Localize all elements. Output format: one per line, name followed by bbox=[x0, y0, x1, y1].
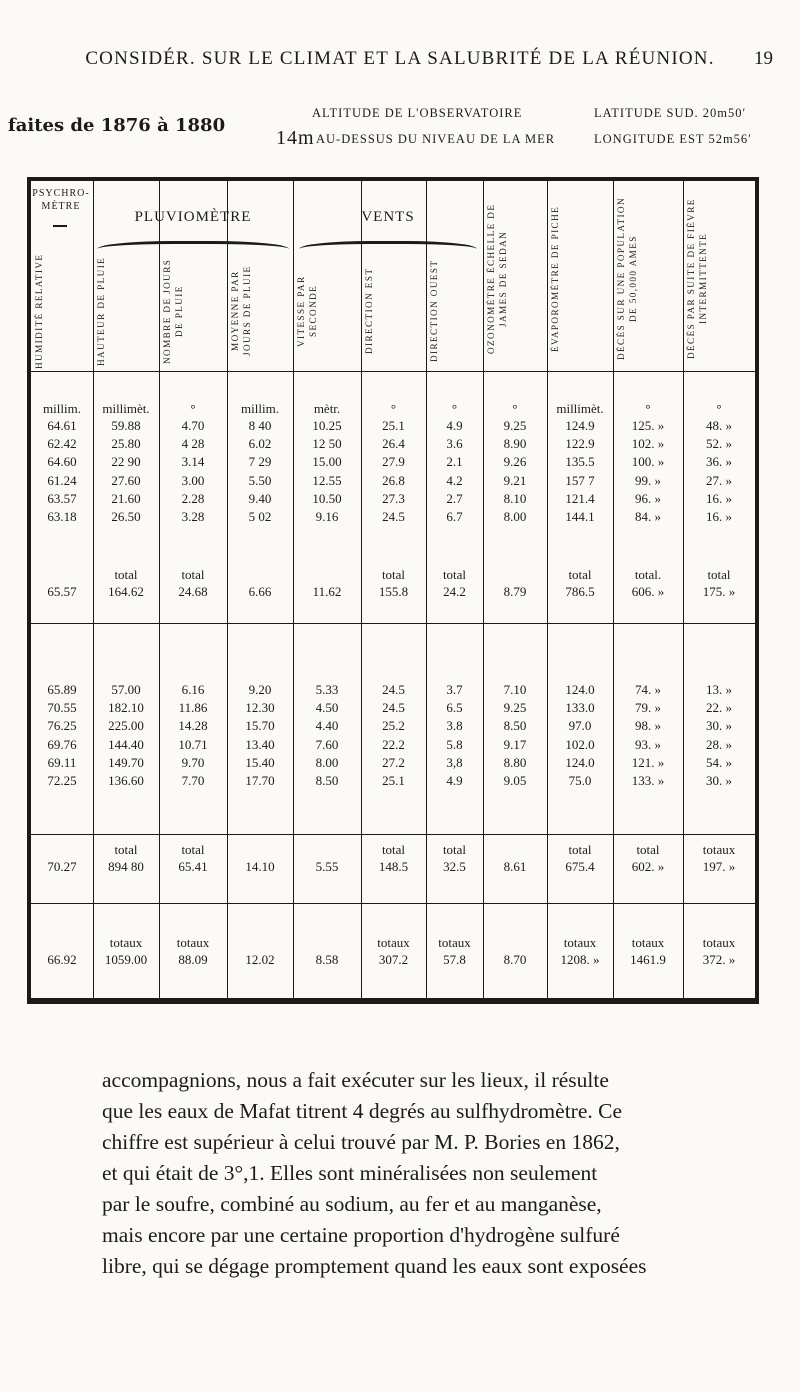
table-cell: 3.6 bbox=[446, 436, 463, 452]
data-column bbox=[227, 417, 293, 526]
table-cell: 121. » bbox=[631, 754, 665, 770]
table-cell: 26.8 bbox=[382, 472, 405, 488]
table-cell: 93. » bbox=[635, 736, 661, 752]
table-cell: 48. » bbox=[706, 418, 732, 433]
header-9: DÉCÈS SUR UNE POPULATION DE 50,000 AMES bbox=[616, 197, 638, 360]
table-cell: 121.4 bbox=[565, 490, 595, 506]
table-cell: 74. » bbox=[635, 682, 661, 697]
total-value: 14.10 bbox=[245, 859, 275, 874]
data-column bbox=[361, 417, 426, 526]
data-column bbox=[227, 681, 293, 790]
table-cell: 59.88 bbox=[111, 418, 141, 433]
table-cell: 4.40 bbox=[315, 718, 339, 734]
table-cell: 75.0 bbox=[568, 772, 592, 788]
table-cell: 122.9 bbox=[565, 436, 595, 452]
unit-label: millimèt. bbox=[102, 401, 150, 416]
table-cell: 9.70 bbox=[181, 754, 205, 770]
prose-line: accompagnions, nous a fait exécuter sur les lieux, il résulte bbox=[102, 1068, 609, 1092]
prose-line: chiffre est supérieur à celui trouvé par M. P. Bories en 1862, bbox=[102, 1130, 620, 1154]
total-value: 786.5 bbox=[565, 584, 595, 599]
table-cell: 133. » bbox=[631, 772, 665, 788]
data-column bbox=[31, 681, 93, 790]
total-value: 65.41 bbox=[178, 859, 208, 874]
data-column bbox=[613, 681, 683, 790]
data-column bbox=[547, 681, 613, 790]
table-cell: 27. » bbox=[706, 472, 732, 488]
table-cell: 30. » bbox=[706, 718, 732, 734]
table-cell: 15.00 bbox=[312, 454, 342, 470]
table-cell: 17.70 bbox=[245, 772, 275, 788]
table-cell: 26.50 bbox=[111, 508, 141, 524]
header-4: VITESSE PAR SECONDE bbox=[296, 275, 318, 347]
table-cell: 84. » bbox=[635, 508, 661, 524]
total-label: total bbox=[114, 567, 138, 582]
table-cell: 15.70 bbox=[245, 718, 275, 734]
data-column bbox=[159, 417, 227, 526]
header-7: OZONOMÈTRE ÉCHELLE DE JAMES DE SEDAN bbox=[486, 203, 508, 354]
table-cell: 8.50 bbox=[315, 772, 339, 788]
table-cell: 24.5 bbox=[382, 508, 405, 524]
total-value: 197. » bbox=[702, 859, 736, 874]
total-label: total bbox=[568, 567, 592, 582]
table-cell: 6.02 bbox=[248, 436, 272, 452]
table-cell: 98. » bbox=[635, 718, 661, 734]
table-cell: 64.61 bbox=[47, 418, 77, 433]
total-value: 8.61 bbox=[503, 859, 527, 874]
table-cell: 124.0 bbox=[565, 754, 595, 770]
table-cell: 144.40 bbox=[108, 736, 144, 752]
total-label: total bbox=[114, 842, 138, 857]
table-cell: 99. » bbox=[635, 472, 661, 488]
table-cell: 22 90 bbox=[111, 454, 141, 470]
data-column bbox=[293, 681, 361, 790]
table-cell: 36. » bbox=[706, 454, 732, 470]
table-cell: 5.50 bbox=[248, 472, 272, 488]
prose-line: et qui était de 3°,1. Elles sont minéralisées non seulement bbox=[102, 1161, 598, 1185]
header-0: HUMIDITÉ RELATIVE bbox=[34, 253, 44, 369]
total-label: total bbox=[381, 567, 406, 582]
table-cell: 157 7 bbox=[565, 472, 595, 488]
data-column bbox=[93, 417, 159, 526]
total-label: total bbox=[181, 567, 205, 582]
data-column bbox=[683, 417, 755, 526]
table-cell: 2.28 bbox=[181, 490, 205, 506]
table-cell: 27.2 bbox=[382, 754, 405, 770]
table-cell: 182.10 bbox=[108, 700, 144, 716]
climate-table bbox=[27, 177, 759, 1004]
unit-label: ° bbox=[390, 401, 397, 416]
table-cell: 69.76 bbox=[47, 736, 77, 752]
total-value: 5.55 bbox=[315, 859, 339, 874]
total-value: 175. » bbox=[702, 584, 736, 599]
data-column bbox=[483, 681, 547, 790]
table-cell: 2.7 bbox=[446, 490, 463, 506]
table-cell: 96. » bbox=[635, 490, 661, 506]
table-cell: 5.33 bbox=[315, 682, 339, 697]
table-cell: 149.70 bbox=[108, 754, 144, 770]
total-label: totaux bbox=[702, 935, 736, 950]
table-cell: 3.28 bbox=[181, 508, 205, 524]
running-header: CONSIDÉR. SUR LE CLIMAT ET LA SALUBRITÉ DE LA RÉUNION. bbox=[85, 48, 715, 69]
table-cell: 3,8 bbox=[446, 754, 463, 770]
table-cell: 102.0 bbox=[565, 736, 595, 752]
table-cell: 24.5 bbox=[382, 682, 405, 697]
total-value: 164.62 bbox=[108, 584, 144, 599]
header-6: DIRECTION OUEST bbox=[429, 259, 439, 363]
table-cell: 9.25 bbox=[503, 700, 527, 716]
total-label: total bbox=[568, 842, 592, 857]
table-cell: 125. » bbox=[631, 418, 665, 433]
table-cell: 16. » bbox=[706, 508, 732, 524]
table-cell: 3.8 bbox=[446, 718, 463, 734]
total-value: 894 80 bbox=[108, 859, 144, 874]
total-value: 12.02 bbox=[245, 952, 275, 967]
table-cell: 63.57 bbox=[47, 490, 77, 506]
total-value: 8.79 bbox=[503, 584, 527, 599]
table-cell: 6.7 bbox=[446, 508, 463, 524]
table-cell: 3.00 bbox=[181, 472, 205, 488]
table-cell: 79. » bbox=[635, 700, 661, 716]
table-cell: 9.20 bbox=[248, 682, 272, 697]
unit-label: mètr. bbox=[313, 401, 341, 416]
header-1: HAUTEUR DE PLUIE bbox=[96, 256, 106, 366]
total-value: 70.27 bbox=[47, 859, 77, 874]
total-value: 1461.9 bbox=[630, 952, 666, 967]
table-cell: 22. » bbox=[706, 700, 732, 716]
table-cell: 2.1 bbox=[446, 454, 463, 470]
table-cell: 25.1 bbox=[382, 418, 405, 433]
total-value: 372. » bbox=[702, 952, 736, 967]
table-cell: 9.17 bbox=[503, 736, 527, 752]
altitude-note: AU-DESSUS DU NIVEAU DE LA MER bbox=[316, 132, 556, 146]
row-separator bbox=[31, 834, 755, 835]
table-cell: 26.4 bbox=[382, 436, 405, 452]
table-cell: 13.40 bbox=[245, 736, 275, 752]
table-cell: 7.10 bbox=[503, 682, 527, 697]
table-cell: 144.1 bbox=[565, 508, 595, 524]
table-cell: 65.89 bbox=[47, 682, 77, 697]
table-cell: 12 50 bbox=[312, 436, 342, 452]
table-cell: 21.60 bbox=[111, 490, 141, 506]
table-cell: 97.0 bbox=[568, 718, 592, 734]
table-cell: 7 29 bbox=[248, 454, 272, 470]
table-cell: 7.60 bbox=[315, 736, 339, 752]
prose-line: par le soufre, combiné au sodium, au fer et au manganèse, bbox=[102, 1192, 602, 1216]
total-value: 24.2 bbox=[443, 584, 466, 599]
table-cell: 3.14 bbox=[181, 454, 205, 470]
table-cell: 72.25 bbox=[47, 772, 77, 788]
unit-label: ° bbox=[512, 401, 518, 416]
total-label: totaux bbox=[109, 935, 143, 950]
data-column bbox=[293, 417, 361, 526]
total-value: 24.68 bbox=[178, 584, 208, 599]
table-cell: 5.8 bbox=[446, 736, 463, 752]
table-cell: 54. » bbox=[706, 754, 732, 770]
table-cell: 13. » bbox=[706, 682, 732, 697]
data-column bbox=[361, 681, 426, 790]
period-caption: faites de 1876 à 1880 bbox=[8, 115, 226, 136]
table-cell: 124.0 bbox=[565, 682, 595, 697]
table-cell: 100. » bbox=[631, 454, 665, 470]
table-cell: 14.28 bbox=[178, 718, 208, 734]
data-column bbox=[547, 417, 613, 526]
table-cell: 9.26 bbox=[503, 454, 527, 470]
group-psychrometre: PSYCHRO-MÈTRE bbox=[32, 188, 90, 212]
table-cell: 9.21 bbox=[503, 472, 527, 488]
table-cell: 9.25 bbox=[503, 418, 527, 433]
total-value: 6.66 bbox=[248, 584, 272, 599]
table-cell: 4.9 bbox=[446, 418, 463, 433]
total-value: 1208. » bbox=[560, 952, 600, 967]
header-2: NOMBRE DE JOURS DE PLUIE bbox=[162, 258, 184, 364]
table-cell: 25.80 bbox=[111, 436, 141, 452]
total-value: 32.5 bbox=[443, 859, 466, 874]
total-value: 155.8 bbox=[378, 584, 409, 599]
total-value: 606. » bbox=[631, 584, 665, 599]
unit-label: ° bbox=[645, 401, 651, 416]
table-cell: 4 28 bbox=[181, 436, 205, 452]
table-cell: 8.10 bbox=[503, 490, 527, 506]
table-cell: 11.86 bbox=[178, 700, 208, 716]
page-number: 19 bbox=[754, 48, 773, 69]
header-5: DIRECTION EST bbox=[364, 267, 374, 355]
total-value: 8.70 bbox=[503, 952, 527, 967]
table-cell: 10.50 bbox=[312, 490, 342, 506]
table-cell: 4.70 bbox=[181, 418, 205, 433]
unit-label: millim. bbox=[43, 401, 81, 416]
row-separator bbox=[31, 903, 755, 904]
data-column bbox=[483, 417, 547, 526]
longitude: LONGITUDE EST 52m56′ bbox=[594, 132, 752, 146]
table-cell: 10.71 bbox=[178, 736, 208, 752]
total-value: 11.62 bbox=[312, 584, 342, 599]
table-cell: 69.11 bbox=[47, 754, 77, 770]
table-cell: 8.00 bbox=[315, 754, 339, 770]
total-value: 57.8 bbox=[443, 952, 466, 967]
unit-label: ° bbox=[716, 401, 722, 416]
table-cell: 25.1 bbox=[382, 772, 405, 788]
data-column bbox=[159, 681, 227, 790]
table-cell: 16. » bbox=[706, 490, 732, 506]
table-cell: 12.55 bbox=[312, 472, 342, 488]
prose-line: libre, qui se dégage promptement quand les eaux sont exposées bbox=[102, 1254, 647, 1278]
header-8: ÉVAPOROMÈTRE DE PICHE bbox=[550, 205, 560, 352]
total-label: totaux bbox=[563, 935, 597, 950]
table-cell: 27.60 bbox=[111, 472, 141, 488]
table-cell: 8.50 bbox=[503, 718, 527, 734]
total-label: total bbox=[707, 567, 731, 582]
total-label: totaux bbox=[438, 935, 471, 950]
row-separator bbox=[31, 623, 755, 624]
unit-label: millimèt. bbox=[556, 401, 604, 416]
table-cell: 8.80 bbox=[503, 754, 527, 770]
table-cell: 4.9 bbox=[446, 772, 463, 788]
data-column bbox=[613, 417, 683, 526]
table-cell: 8.90 bbox=[503, 436, 527, 452]
total-value: 307.2 bbox=[378, 952, 409, 967]
data-column bbox=[31, 417, 93, 526]
total-label: totaux bbox=[631, 935, 665, 950]
table-cell: 133.0 bbox=[565, 700, 595, 716]
row-separator bbox=[31, 371, 755, 372]
total-value: 602. » bbox=[631, 859, 665, 874]
group-vents: VENTS bbox=[361, 209, 415, 225]
unit-label: millim. bbox=[241, 401, 279, 416]
total-value: 8.58 bbox=[315, 952, 339, 967]
table-cell: 4.2 bbox=[446, 472, 463, 488]
unit-label: ° bbox=[190, 401, 196, 416]
table-cell: 10.25 bbox=[312, 418, 342, 433]
table-cell: 8.00 bbox=[503, 508, 527, 524]
altitude-label: ALTITUDE DE L'OBSERVATOIRE bbox=[312, 106, 523, 120]
table-cell: 76.25 bbox=[47, 718, 77, 734]
table-cell: 30. » bbox=[706, 772, 732, 788]
total-value: 675.4 bbox=[565, 859, 595, 874]
total-label: total bbox=[442, 567, 467, 582]
table-cell: 9.40 bbox=[248, 490, 272, 506]
table-cell: 5 02 bbox=[248, 508, 272, 524]
psychro-dash bbox=[53, 225, 67, 227]
table-cell: 27.3 bbox=[382, 490, 405, 506]
table-cell: 124.9 bbox=[565, 418, 595, 433]
table-cell: 22.2 bbox=[382, 736, 405, 752]
group-pluviometre: PLUVIOMÈTRE bbox=[134, 209, 252, 225]
total-value: 148.5 bbox=[378, 859, 409, 874]
total-label: total bbox=[636, 842, 660, 857]
table-cell: 7.70 bbox=[181, 772, 205, 788]
data-column bbox=[93, 681, 159, 790]
total-label: totaux bbox=[377, 935, 410, 950]
table-cell: 4.50 bbox=[315, 700, 339, 716]
total-value: 88.09 bbox=[178, 952, 208, 967]
prose-line: mais encore par une certaine proportion d'hydrogène sulfuré bbox=[102, 1223, 620, 1247]
unit-label: ° bbox=[451, 401, 458, 416]
latitude: LATITUDE SUD. 20m50′ bbox=[594, 106, 747, 120]
total-label: total bbox=[381, 842, 406, 857]
total-value: 65.57 bbox=[47, 584, 77, 599]
table-cell: 28. » bbox=[706, 736, 732, 752]
table-cell: 225.00 bbox=[108, 718, 144, 734]
table-cell: 12.30 bbox=[245, 700, 275, 716]
total-label: total. bbox=[634, 567, 662, 582]
table-cell: 9.16 bbox=[315, 508, 339, 524]
total-label: totaux bbox=[702, 842, 736, 857]
table-cell: 27.9 bbox=[382, 454, 405, 470]
table-cell: 64.60 bbox=[47, 454, 77, 470]
data-column bbox=[426, 417, 483, 526]
table-cell: 70.55 bbox=[47, 700, 77, 716]
table-cell: 6.16 bbox=[181, 682, 205, 697]
data-column bbox=[683, 681, 755, 790]
total-value: 66.92 bbox=[47, 952, 77, 967]
table-cell: 15.40 bbox=[245, 754, 275, 770]
table-cell: 62.42 bbox=[47, 436, 77, 452]
data-column bbox=[426, 681, 483, 790]
total-value: 1059.00 bbox=[104, 952, 148, 967]
body-text bbox=[102, 1065, 767, 1282]
row-separator bbox=[31, 1001, 755, 1002]
table-cell: 6.5 bbox=[446, 700, 463, 716]
table-cell: 102. » bbox=[631, 436, 665, 452]
table-cell: 52. » bbox=[706, 436, 732, 452]
total-label: totaux bbox=[176, 935, 210, 950]
prose-line: que les eaux de Mafat titrent 4 degrés au sulfhydromètre. Ce bbox=[102, 1099, 622, 1123]
header-3: MOYENNE PAR JOURS DE PLUIE bbox=[230, 265, 252, 357]
table-cell: 63.18 bbox=[47, 508, 77, 524]
total-label: total bbox=[181, 842, 205, 857]
table-cell: 25.2 bbox=[382, 718, 405, 734]
table-cell: 9.05 bbox=[503, 772, 527, 788]
altitude-value: 14m bbox=[276, 127, 315, 149]
table-cell: 57.00 bbox=[111, 682, 141, 697]
header-10: DÉCÈS PAR SUITE DE FIÈVRE INTERMITTENTE bbox=[686, 198, 708, 359]
table-cell: 24.5 bbox=[382, 700, 405, 716]
table-cell: 135.5 bbox=[565, 454, 595, 470]
total-label: total bbox=[442, 842, 467, 857]
table-cell: 136.60 bbox=[108, 772, 144, 788]
table-cell: 3.7 bbox=[446, 682, 463, 697]
table-cell: 8 40 bbox=[248, 418, 272, 433]
table-cell: 61.24 bbox=[47, 472, 77, 488]
